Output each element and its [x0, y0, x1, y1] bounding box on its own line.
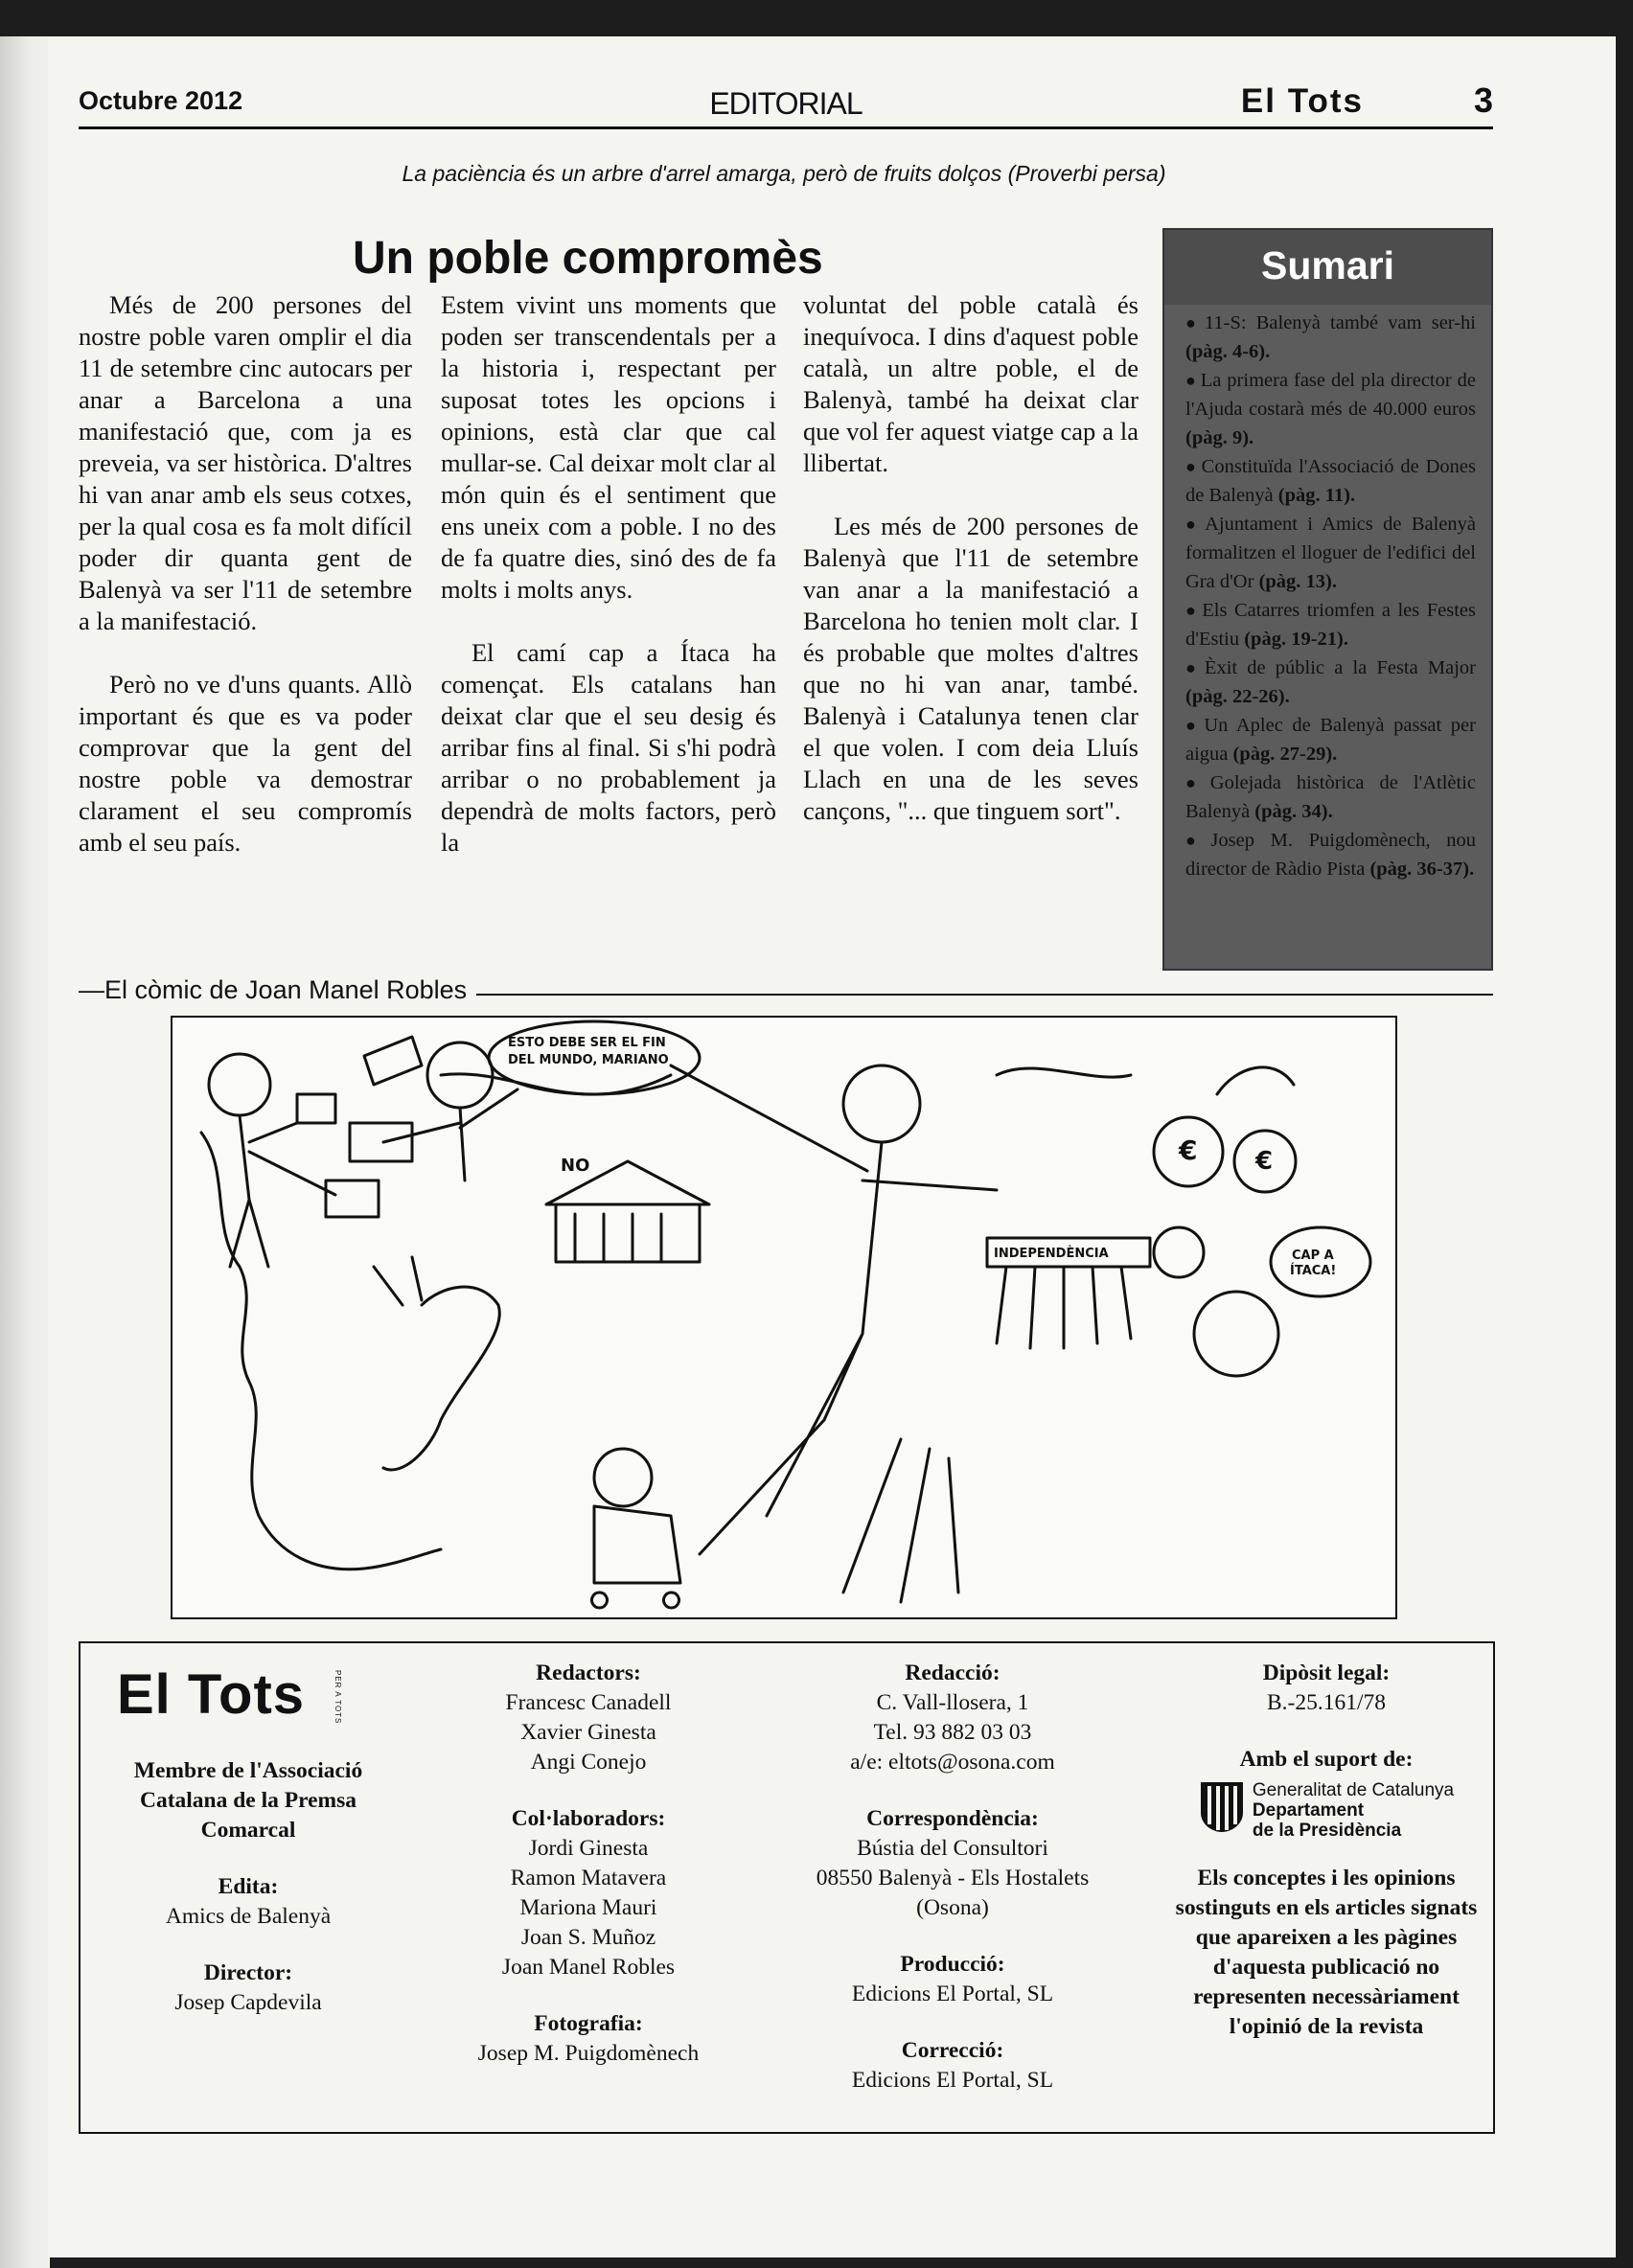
publication-name: El Tots — [1240, 82, 1364, 120]
collaborador: Jordi Ginesta — [528, 1836, 649, 1861]
figure-head — [1154, 1227, 1204, 1277]
bullet-icon: ● — [1185, 831, 1208, 850]
bullet-icon: ● — [1185, 773, 1207, 792]
paragraph: Però no ve d'uns quants. Allò important és que es va poder comprovar que la gent del nostre poble va demostrar clarament el seu compromís amb el seu país. — [79, 670, 412, 857]
summary-item[interactable]: ● Ajuntament i Amics de Balenyà formalitzen el lloguer de l'edifici del Gra d'Or (pàg. 13). — [1185, 514, 1476, 592]
publication-logo: El Tots PER A TOTS — [117, 1663, 343, 1726]
figure-head — [1194, 1292, 1278, 1376]
bullet-icon: ● — [1185, 601, 1199, 620]
bubble-text-line1: ESTO DEBE SER EL FIN — [508, 1036, 666, 1050]
bullet-icon: ● — [1185, 457, 1198, 476]
generalitat-shield-icon — [1199, 1780, 1245, 1834]
comic-label: —El còmic de Joan Manel Robles — [79, 975, 476, 1005]
itaca-text-2: ÍTACA! — [1290, 1264, 1337, 1278]
summary-list — [1164, 305, 1491, 883]
euro-symbol: € — [1179, 1134, 1198, 1166]
bubble-text-line2: DEL MUNDO, MARIANO — [508, 1053, 669, 1067]
summary-item[interactable]: ● Un Aplec de Balenyà passat per aigua (pàg. 27-29). — [1185, 715, 1476, 765]
summary-item[interactable]: ● La primera fase del pla director de l'Ajuda costarà més de 40.000 euros (pàg. 9). — [1185, 370, 1477, 448]
summary-item[interactable]: ● 11-S: Balenyà també vam ser-hi (pàg. 4-6). — [1185, 312, 1476, 362]
summary-box — [1162, 228, 1493, 971]
paragraph: Estem vivint uns moments que poden ser transcendentals per a la historia i, respectant per suposat totes les opcions i opinions, està clar que cal mullar-se. Cal deixar molt clar al món quin és el sentiment que ens uneix com a poble. I no des de fa quatre dies, sinó des de fa molts i molts anys. — [441, 290, 776, 604]
credits-column-legal — [1173, 1659, 1480, 2042]
paragraph: Les més de 200 persones de Balenyà que l'11 de setembre van anar a la manifestació a Barcelona ho tenien molt clar. I és probable que moltes d'altres que no hi van anar, també. Balenyà i Catalunya tenen clar el que volen. I com deia Lluís Llach en una de les seves cançons, "... que tinguem sort". — [803, 512, 1138, 825]
comic-strip — [171, 1016, 1397, 1619]
correspondence-line: 08550 Balenyà - Els Hostalets — [816, 1866, 1090, 1890]
suport-label: Amb el suport de: — [1239, 1747, 1414, 1772]
summary-item[interactable]: ● Constituïda l'Associació de Dones de Balenyà (pàg. 11). — [1185, 456, 1477, 506]
correccio-label: Correcció: — [901, 2038, 1004, 2063]
collaborador: Mariona Mauri — [519, 1895, 657, 1920]
article-column-2 — [441, 289, 776, 890]
membership-text: Membre de l'Associació Catalana de la Premsa Comarcal — [133, 1758, 363, 1844]
figure-head — [209, 1054, 270, 1115]
correspondence-line: (Osona) — [916, 1895, 989, 1920]
director-value: Josep Capdevila — [174, 1990, 322, 2016]
article-column-1 — [79, 289, 412, 890]
redactor: Angi Conejo — [530, 1750, 647, 1775]
collaborador: Ramon Matavera — [510, 1866, 667, 1890]
edita-value: Amics de Balenyà — [165, 1904, 332, 1930]
itaca-text-1: CAP A — [1292, 1249, 1334, 1263]
article-column-3 — [803, 289, 1138, 859]
credits-column-publisher — [100, 1663, 397, 2018]
diposit-label: Dipòsit legal: — [1262, 1661, 1391, 1685]
page-number: 3 — [1473, 80, 1493, 120]
parliament-building — [556, 1204, 700, 1262]
correspondencia-label: Correspondència: — [866, 1806, 1039, 1831]
correspondence-line: Bústia del Consultori — [857, 1836, 1048, 1861]
summary-item[interactable]: ● Èxit de públic a la Festa Major (pàg. 22-26). — [1185, 657, 1476, 707]
disclaimer-text: Els conceptes i les opinions sostinguts en els articles signats que apareixen a les pàgines d'aquesta publicació no representen necessàriament l'opinió de la revista — [1175, 1866, 1478, 2039]
credits-column-contact — [790, 1659, 1116, 2096]
bullet-icon: ● — [1185, 716, 1201, 735]
collaborador: Joan Manel Robles — [501, 1955, 676, 1980]
paragraph: voluntat del poble català és inequívoca. I dins d'aquest poble català, un altre poble, el de Balenyà, també ha deixat clar que vol fer aquest viatge cap a la llibertat. — [803, 290, 1138, 477]
bullet-icon: ● — [1185, 515, 1202, 534]
paragraph: Més de 200 persones del nostre poble varen omplir el dia 11 de setembre cinc autocars per anar a Barcelona a una manifestació que, com ja es preveia, va ser històrica. D'altres hi van anar amb els seus cotxes, per la qual cosa es fa molt difícil poder dir quanta gent de Balenyà va ser l'11 de setembre a la manifestació. — [79, 290, 412, 635]
department-line1: Departament — [1252, 1800, 1365, 1821]
fotografia-label: Fotografia: — [534, 2011, 643, 2036]
correccio-value: Edicions El Portal, SL — [851, 2068, 1054, 2093]
section-title: EDITORIAL — [709, 86, 862, 121]
redactors-label: Redactors: — [536, 1661, 641, 1685]
generalitat-logo — [1173, 1780, 1480, 1841]
credits-column-staff — [426, 1659, 751, 2069]
bullet-icon: ● — [1185, 371, 1197, 390]
redactor: Xavier Ginesta — [520, 1720, 656, 1745]
phone: Tel. 93 882 03 03 — [873, 1720, 1032, 1745]
figure-head — [594, 1449, 652, 1506]
generalitat-name: Generalitat de Catalunya — [1252, 1780, 1455, 1800]
summary-item[interactable]: ● Golejada històrica de l'Atlètic Balenyà (pàg. 34). — [1185, 772, 1477, 822]
epigraph-quote: La paciència és un arbre d'arrel amarga, però de fruits dolços (Proverbi persa) — [402, 161, 1166, 186]
director-label: Director: — [203, 1960, 293, 1986]
page-gutter — [0, 36, 50, 2268]
email-link[interactable]: a/e: eltots@osona.com — [850, 1750, 1055, 1775]
euro-symbol: € — [1255, 1147, 1274, 1176]
sign-no: NO — [561, 1156, 590, 1176]
produccio-value: Edicions El Portal, SL — [851, 1982, 1054, 2006]
department-line2: de la Presidència — [1252, 1821, 1402, 1841]
collaboradors-label: Col·laboradors: — [511, 1806, 666, 1831]
redactor: Francesc Canadell — [505, 1690, 672, 1715]
paragraph: El camí cap a Ítaca ha començat. Els catalans han deixat clar que el seu desig és arribar fins al final. Si s'hi podrà arribar o no probablement ja dependrà de molts factors, però la — [441, 638, 776, 857]
figure-head — [843, 1065, 920, 1142]
banner-text: INDEPENDÈNCIA — [994, 1247, 1109, 1261]
credits-box — [79, 1641, 1495, 2134]
issue-date: Octubre 2012 — [79, 86, 243, 115]
summary-title: Sumari — [1164, 230, 1491, 305]
article-headline: Un poble compromès — [353, 233, 823, 284]
summary-item[interactable]: ● Josep M. Puigdomènech, nou director de Ràdio Pista (pàg. 36-37). — [1185, 830, 1476, 880]
map-outline — [201, 1133, 441, 1569]
collaborador: Joan S. Muñoz — [520, 1925, 656, 1950]
fotografia-value: Josep M. Puigdomènech — [477, 2041, 700, 2066]
summary-item[interactable]: ● Els Catarres triomfen a les Festes d'Estiu (pàg. 19-21). — [1185, 600, 1477, 650]
edita-label: Edita: — [218, 1874, 279, 1900]
redaccio-label: Redacció: — [905, 1661, 1000, 1685]
produccio-label: Producció: — [900, 1952, 1005, 1977]
bullet-icon: ● — [1185, 313, 1201, 332]
bullet-icon: ● — [1185, 658, 1201, 677]
page-header — [79, 79, 1493, 129]
address: C. Vall-llosera, 1 — [876, 1690, 1029, 1715]
comic-illustration — [172, 1018, 1395, 1617]
diposit-value: B.-25.161/78 — [1266, 1690, 1387, 1715]
